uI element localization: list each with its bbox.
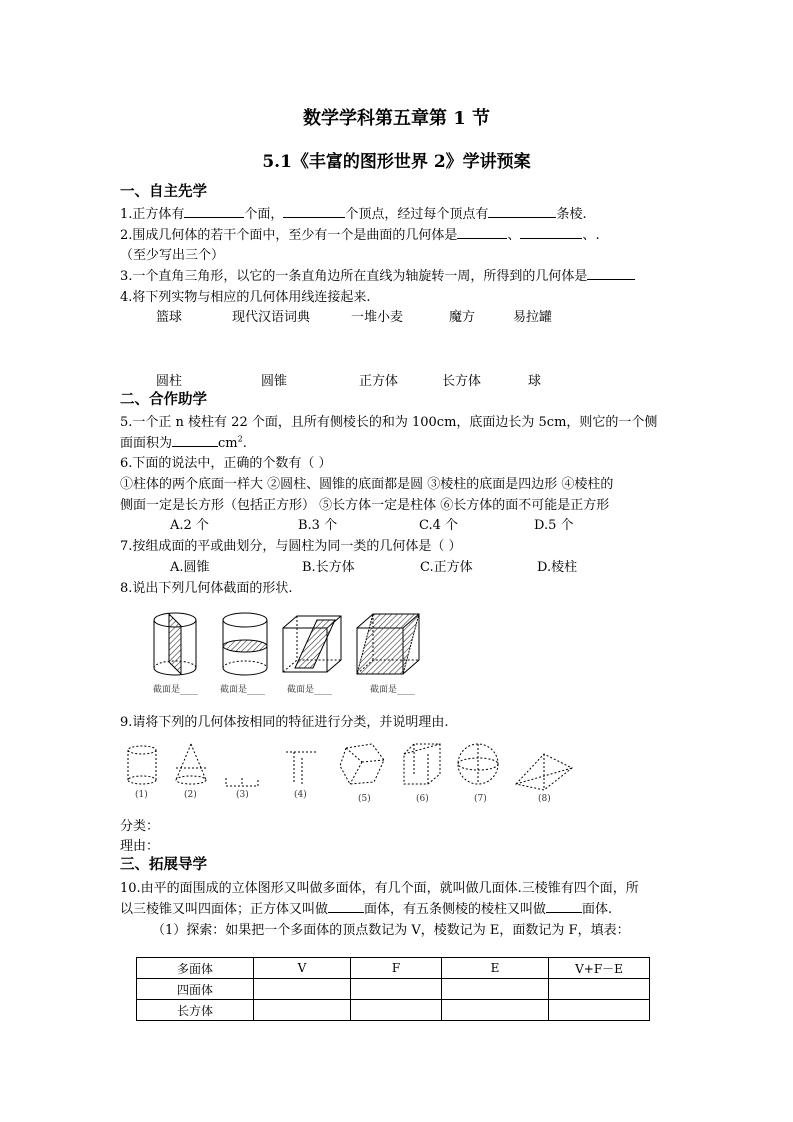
caption-3: 截面是____: [287, 685, 333, 695]
question-5-line2: 面面积为 $cm^2$.: [120, 434, 247, 451]
label-4: (4): [294, 790, 307, 800]
solid-cylinder: 圆柱: [156, 374, 183, 389]
page-subtitle: 5.1《丰富的图形世界 2》学讲预案: [262, 152, 531, 172]
question-5: 5.一个正 n 棱柱有 22 个面，且所有侧棱长的和为 100cm，底面边长为 5cm，则它的一个侧: [120, 415, 658, 430]
page-title: 数学学科第五章第 1 节: [302, 108, 491, 129]
solid-cone: 圆锥: [261, 374, 288, 389]
table-header: F: [351, 958, 442, 979]
solid-4-angle: [286, 752, 318, 784]
question-6: 6.下面的说法中，正确的个数有（ ）: [120, 456, 332, 471]
table-header: V+F－E: [549, 958, 650, 979]
question-10-line2: 以三棱锥又叫四面体；正方体又叫做 面体，有五条侧棱的棱柱又叫做 面体.: [120, 898, 612, 917]
label-7: (7): [474, 794, 487, 804]
question-10-explore: （1）探索：如果把一个多面体的顶点数记为 V，棱数记为 E，面数记为 F，填表：: [152, 923, 630, 938]
q7-option-c: C.正方体: [420, 560, 473, 575]
table-cell[interactable]: [442, 979, 549, 1000]
reason-label: 理由：: [120, 839, 160, 854]
table-header: V: [254, 958, 351, 979]
object-wheat: 一堆小麦: [351, 310, 404, 325]
q6-option-d: D.5 个: [534, 518, 574, 533]
table-header: E: [442, 958, 549, 979]
object-dictionary: 现代汉语词典: [232, 310, 311, 325]
label-8: (8): [538, 794, 551, 804]
section-heading-2: 二、合作助学: [120, 391, 207, 408]
question-2: 2.围成几何体的若干个面中，至少有一个是曲面的几何体是 、 、.: [120, 224, 600, 243]
table-cell[interactable]: [351, 979, 442, 1000]
object-rubiks-cube: 魔方: [449, 310, 476, 325]
question-1: 1.正方体有 个面， 个顶点，经过每个顶点有 条棱.: [120, 203, 587, 222]
q7-option-a: A.圆锥: [170, 560, 210, 575]
object-basketball: 篮球: [156, 310, 183, 325]
table-cell[interactable]: [442, 1000, 549, 1021]
question-7: 7.按组成面的平或曲划分，与圆柱为同一类的几何体是（ ）: [120, 539, 462, 554]
polyhedron-table: [136, 957, 650, 1021]
question-9: 9.请将下列的几何体按相同的特征进行分类，并说明理由.: [120, 715, 449, 730]
caption-4: 截面是____: [370, 685, 416, 695]
label-5: (5): [358, 794, 371, 804]
table-header-row: [137, 958, 650, 979]
table-cell[interactable]: [254, 979, 351, 1000]
table-cell: 长方体: [137, 1000, 254, 1021]
cylinder-horizontal-cut: [223, 613, 267, 675]
question-4: 4.将下列实物与相应的几何体用线连接起来.: [120, 290, 371, 305]
question-2-note: （至少写出三个）: [120, 248, 225, 263]
section-heading-1: 一、自主先学: [120, 183, 207, 200]
label-6: (6): [416, 794, 429, 804]
cylinder-vertical-cut: [154, 613, 196, 675]
question-8: 8.说出下列几何体截面的形状.: [120, 581, 293, 596]
caption-2: 截面是____: [220, 685, 266, 695]
solid-1-cylinder: [128, 746, 156, 784]
q6-option-c: C.4 个: [419, 518, 459, 533]
q6-option-b: B.3 个: [298, 518, 338, 533]
table-header: 多面体: [137, 958, 254, 979]
q7-option-d: D.棱柱: [537, 560, 578, 575]
solid-7-sphere: [458, 744, 498, 784]
q7-option-b: B.长方体: [302, 560, 355, 575]
solid-2-cone: [176, 744, 206, 784]
table-cell: 四面体: [137, 979, 254, 1000]
cube-slanted-cut: [283, 616, 341, 672]
label-2: (2): [184, 790, 197, 800]
solid-cube: 正方体: [359, 374, 399, 389]
q6-option-a: A.2 个: [170, 518, 209, 533]
solid-3-angle: [226, 778, 258, 786]
solid-sphere: 球: [528, 374, 542, 389]
label-1: (1): [135, 790, 148, 800]
cube-diagonal-cut: [357, 614, 419, 674]
object-can: 易拉罐: [513, 310, 553, 325]
solids-figure: [118, 738, 598, 798]
question-6-line1: ①柱体的两个底面一样大 ②圆柱、圆锥的底面都是圆 ③棱柱的底面是四边形 ④棱柱的: [120, 477, 614, 492]
question-10: 10.由平的面围成的立体图形又叫做多面体，有几个面，就叫做几面体.三棱锥有四个面，所: [120, 881, 639, 896]
table-cell[interactable]: [254, 1000, 351, 1021]
table-cell[interactable]: [351, 1000, 442, 1021]
label-3: (3): [236, 790, 249, 800]
solid-8-pyramid: [516, 754, 572, 790]
section-heading-3: 三、拓展导学: [120, 856, 207, 873]
table-row: [137, 979, 650, 1000]
solid-cuboid: 长方体: [442, 374, 482, 389]
caption-1: 截面是____: [153, 685, 199, 695]
solid-6-prism: [404, 744, 440, 784]
question-3: 3.一个直角三角形，以它的一条直角边所在直线为轴旋转一周，所得到的几何体是: [120, 265, 635, 284]
table-cell[interactable]: [549, 1000, 650, 1021]
solid-5-polyhedron: [340, 744, 384, 784]
question-6-line2: 侧面一定是长方形（包括正方形） ⑤长方体一定是柱体 ⑥长方体的面不可能是正方形: [120, 498, 610, 513]
table-row: [137, 1000, 650, 1021]
table-cell[interactable]: [549, 979, 650, 1000]
classify-label: 分类：: [120, 819, 160, 834]
